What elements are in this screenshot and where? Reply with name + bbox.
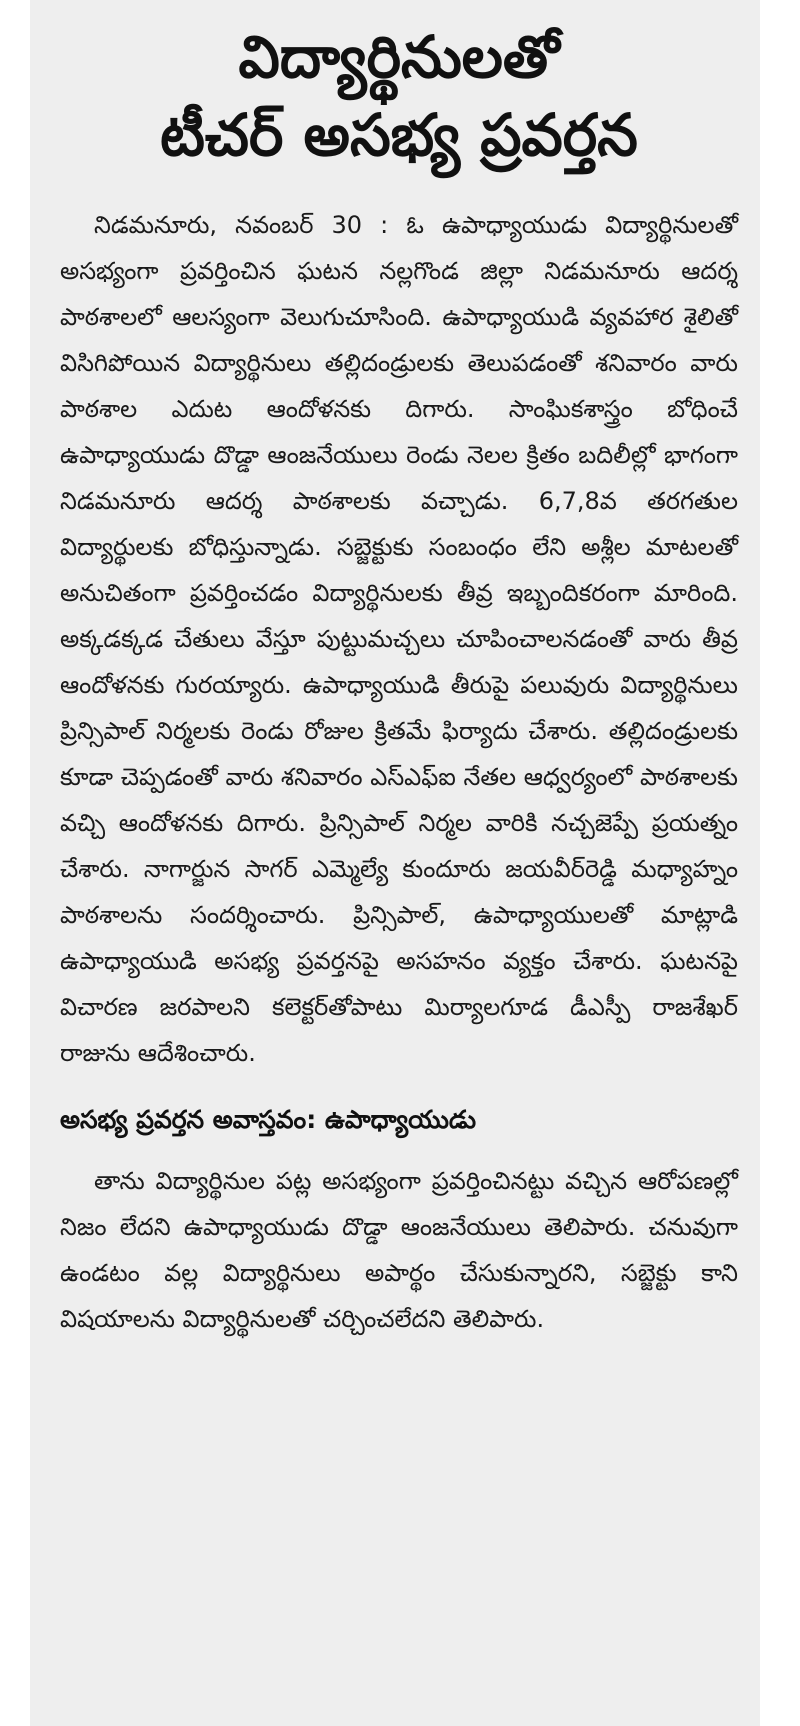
newspaper-clipping bbox=[30, 0, 760, 1726]
subheading: అసభ్య ప్రవర్తన అవాస్తవం: ఉపాధ్యాయుడు bbox=[60, 1105, 477, 1134]
headline-line-1: విద్యార్థినులతో bbox=[238, 23, 560, 91]
article-body-2: తాను విద్యార్థినుల పట్ల అసభ్యంగా ప్రవర్తించినట్టు వచ్చిన ఆరోపణల్లో నిజం లేదని ఉపాధ్యాయుడు దొడ్డా ఆంజనేయులు తెలిపారు. చనువుగా ఉండటం వల్ల విద్యార్థినులు అపార్థం చేసుకున్నారని, సబ్జెక్టు కాని విషయాలను విద్యార్థినులతో చర్చించలేదని తెలిపారు. bbox=[60, 1167, 738, 1333]
headline bbox=[60, 18, 738, 174]
headline-line-2: టీచర్ అసభ్య ప్రవర్తన bbox=[160, 101, 638, 169]
article-body: నిడమనూరు, నవంబర్ 30 : ఓ ఉపాధ్యాయుడు విద్యార్థినులతో అసభ్యంగా ప్రవర్తించిన ఘటన నల్లగొండ జిల్లా నిడమనూరు ఆదర్శ పాఠశాలలో ఆలస్యంగా వెలుగుచూసింది. ఉపాధ్యాయుడి వ్యవహార శైలితో విసిగిపోయిన విద్యార్థినులు తల్లిదండ్రులకు తెలుపడంతో శనివారం వారు పాఠశాల ఎదుట ఆందోళనకు దిగారు. సాంఘికశాస్త్రం బోధించే ఉపాధ్యాయుడు దొడ్డా ఆంజనేయులు రెండు నెలల క్రితం బదిలీల్లో భాగంగా నిడమనూరు ఆదర్శ పాఠశాలకు వచ్చాడు. 6,7,8వ తరగతుల విద్యార్థులకు బోధిస్తున్నాడు. సబ్జెక్టుకు సంబంధం లేని అశ్లీల మాటలతో అనుచితంగా ప్రవర్తించడం విద్యార్థినులకు తీవ్ర ఇబ్బందికరంగా మారింది. అక్కడక్కడ చేతులు వేస్తూ పుట్టుమచ్చలు చూపించాలనడంతో వారు తీవ్ర ఆందోళనకు గురయ్యారు. ఉపాధ్యాయుడి తీరుపై పలువురు విద్యార్థినులు ప్రిన్సిపాల్ నిర్మలకు రెండు రోజుల క్రితమే ఫిర్యాదు చేశారు. తల్లిదండ్రులకు కూడా చెప్పడంతో వారు శనివారం ఎస్ఎఫ్ఐ నేతల ఆధ్వర్యంలో పాఠశాలకు వచ్చి ఆందోళనకు దిగారు. ప్రిన్సిపాల్ నిర్మల వారికి నచ్చజెప్పే ప్రయత్నం చేశారు. నాగార్జున సాగర్ ఎమ్మెల్యే కుందూరు జయవీర్‌రెడ్డి మధ్యాహ్నం పాఠశాలను సందర్శించారు. ప్రిన్సిపాల్, ఉపాధ్యాయులతో మాట్లాడి ఉపాధ్యాయుడి అసభ్య ప్రవర్తనపై అసహనం వ్యక్తం చేశారు. ఘటనపై విచారణ జరపాలని కలెక్టర్‌తోపాటు మిర్యాలగూడ డీఎస్పీ రాజశేఖర్ రాజును ఆదేశించారు. bbox=[60, 211, 738, 1067]
